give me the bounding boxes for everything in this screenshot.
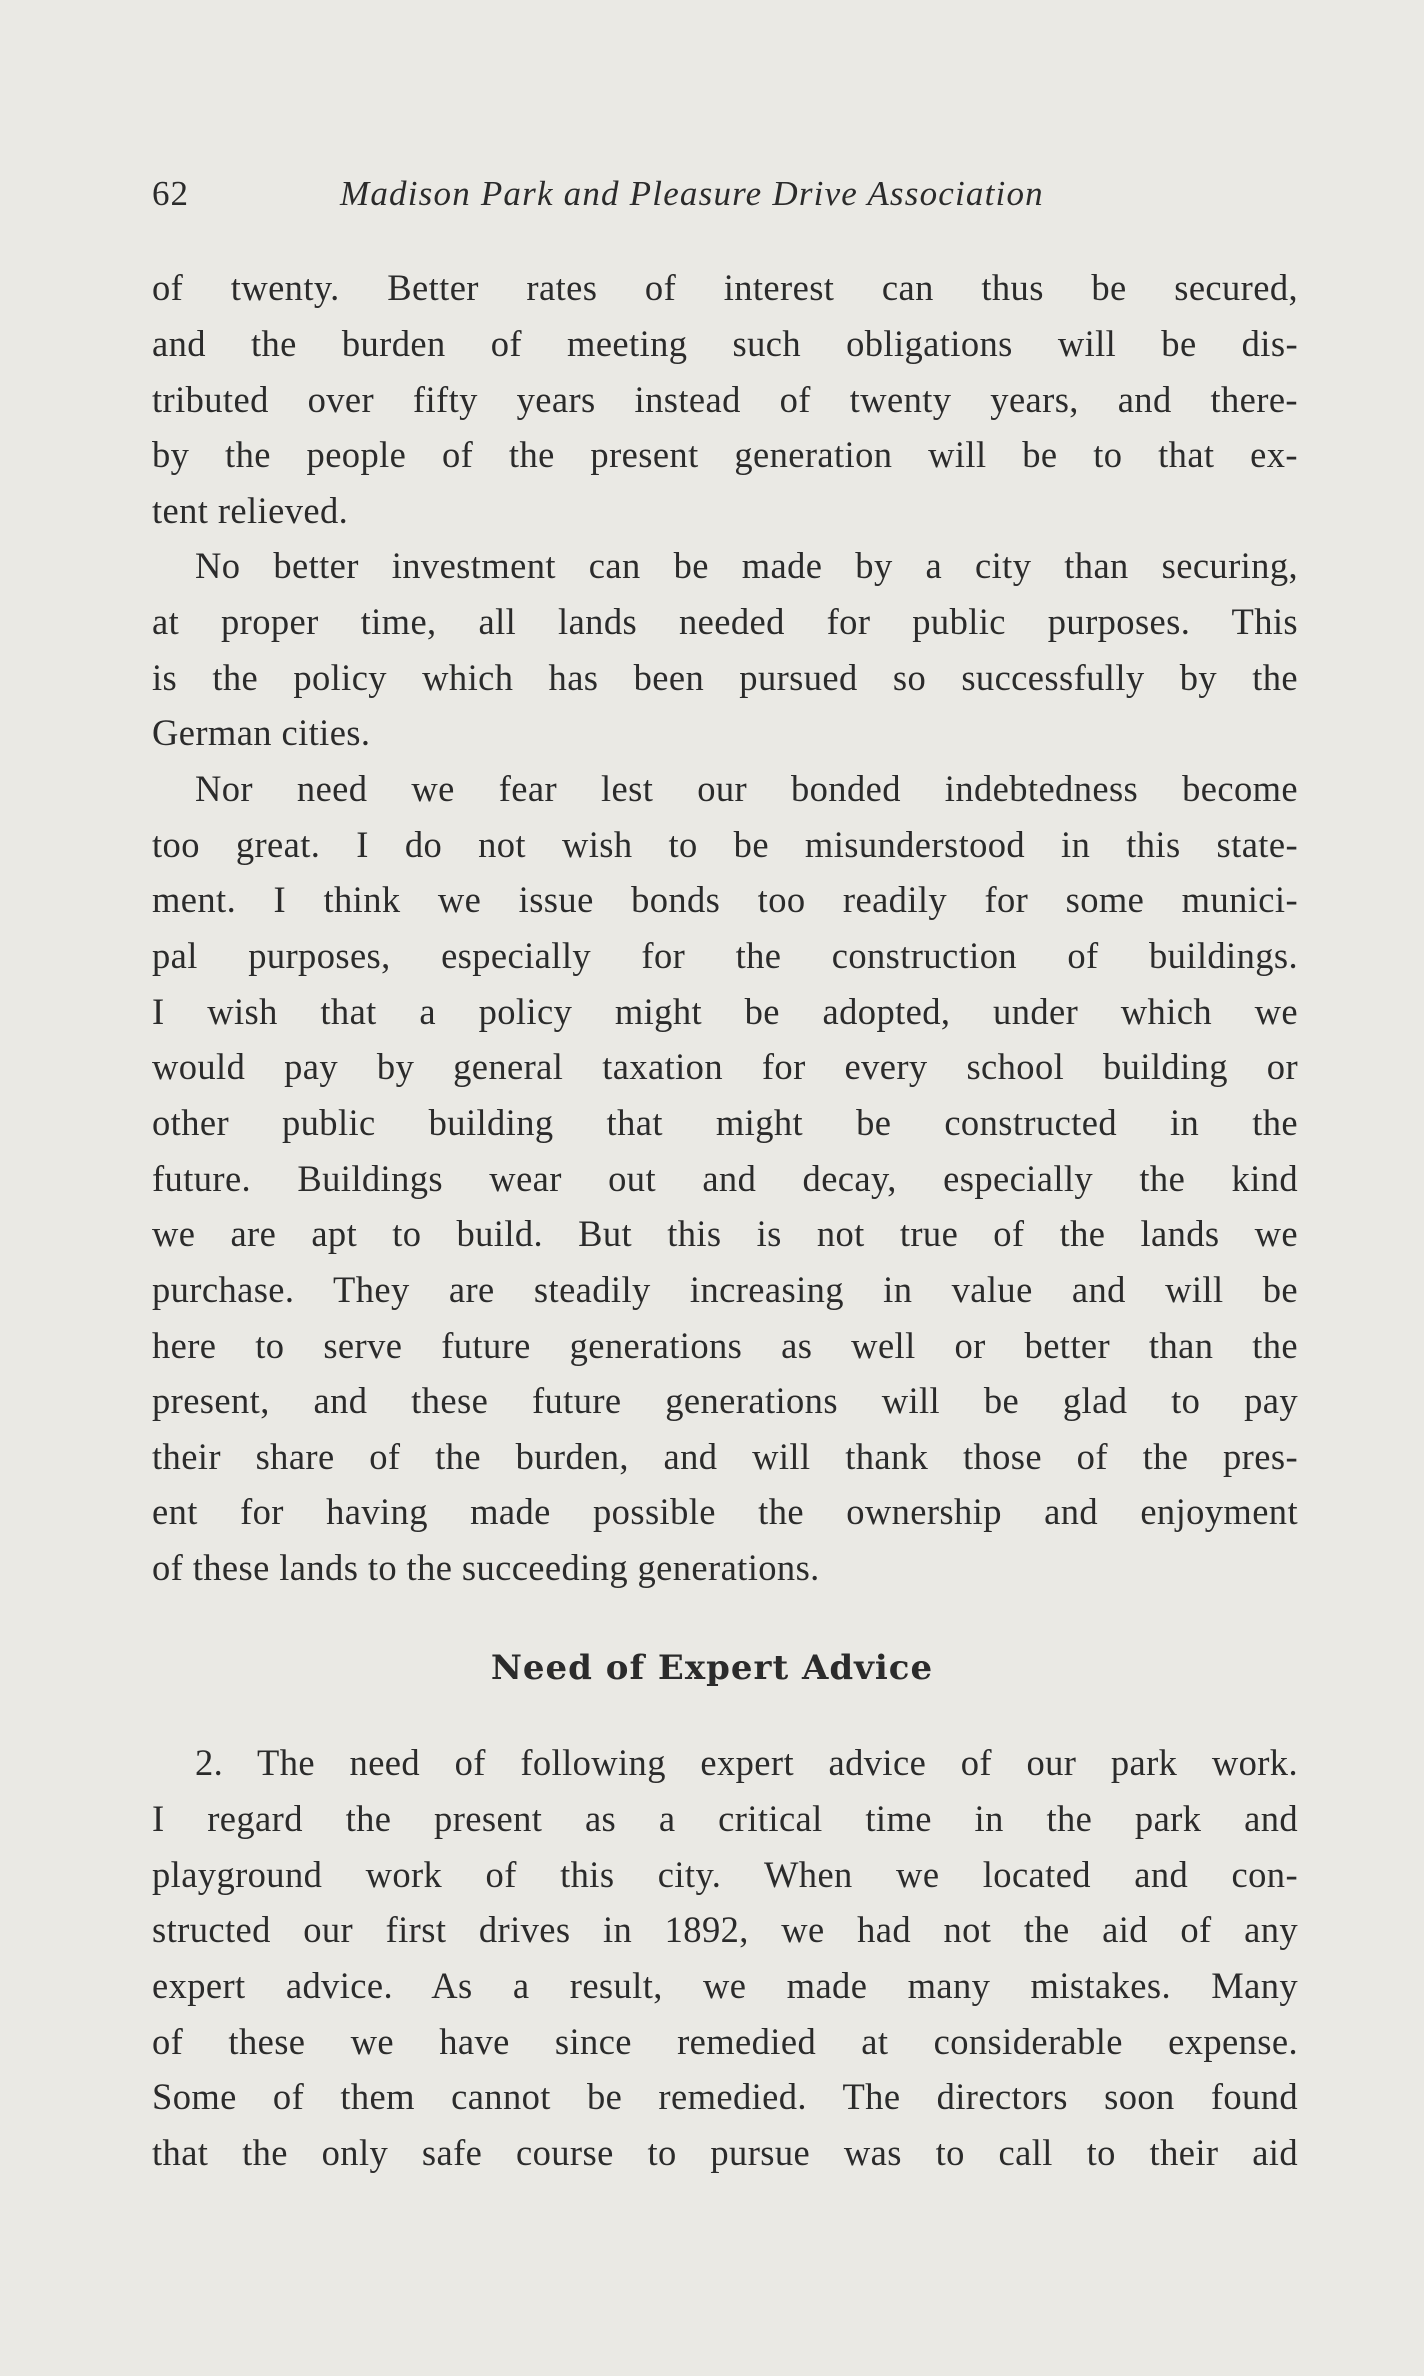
page-number: 62 [152, 174, 189, 213]
text-line: future. Buildings wear out and decay, especially the kind [152, 1158, 1298, 1199]
paragraph-first-line: Nor need we fear lest our bonded indebtedness become [195, 768, 1298, 809]
text-line: structed our first drives in 1892, we had not the aid of any [152, 1909, 1298, 1950]
running-title: Madison Park and Pleasure Drive Association [340, 174, 1044, 213]
text-line: would pay by general taxation for every school building or [152, 1046, 1298, 1087]
text-line: that the only safe course to pursue was to call to their aid [152, 2132, 1298, 2173]
text-line: of twenty. Better rates of interest can thus be secured, [152, 267, 1298, 308]
text-line: playground work of this city. When we located and con- [152, 1854, 1298, 1895]
text-line: at proper time, all lands needed for public purposes. This [152, 601, 1298, 642]
text-line: here to serve future generations as well or better than the [152, 1325, 1298, 1366]
text-line: ment. I think we issue bonds too readily for some munici- [152, 879, 1298, 920]
text-line: present, and these future generations will be glad to pay [152, 1380, 1298, 1421]
text-line: is the policy which has been pursued so successfully by the [152, 657, 1298, 698]
text-line: their share of the burden, and will thank those of the pres- [152, 1436, 1298, 1477]
text-line: other public building that might be constructed in the [152, 1102, 1298, 1143]
text-line: expert advice. As a result, we made many mistakes. Many [152, 1965, 1298, 2006]
text-line: of these we have since remedied at considerable expense. [152, 2021, 1298, 2062]
page-header [152, 174, 1302, 224]
text-line: by the people of the present generation will be to that ex- [152, 434, 1298, 475]
text-line: purchase. They are steadily increasing in value and will be [152, 1269, 1298, 1310]
text-line: too great. I do not wish to be misunderstood in this state- [152, 824, 1298, 865]
text-line: pal purposes, especially for the construction of buildings. [152, 935, 1298, 976]
text-line: I regard the present as a critical time in the park and [152, 1798, 1298, 1839]
text-line: ent for having made possible the ownership and enjoyment [152, 1491, 1298, 1532]
text-line: of these lands to the succeeding generations. [152, 1547, 820, 1588]
section-heading: Need of Expert Advice [490, 1648, 934, 1688]
text-line: and the burden of meeting such obligations will be dis- [152, 323, 1298, 364]
text-line: German cities. [152, 712, 371, 753]
text-line: I wish that a policy might be adopted, under which we [152, 991, 1298, 1032]
text-line: Some of them cannot be remedied. The directors soon found [152, 2076, 1298, 2117]
text-line: we are apt to build. But this is not true of the lands we [152, 1213, 1298, 1254]
paragraph-first-line: No better investment can be made by a city than securing, [195, 545, 1298, 586]
text-line: tent relieved. [152, 490, 349, 531]
paragraph-first-line: 2. The need of following expert advice of our park work. [195, 1742, 1298, 1783]
text-line: tributed over fifty years instead of twenty years, and there- [152, 379, 1298, 420]
